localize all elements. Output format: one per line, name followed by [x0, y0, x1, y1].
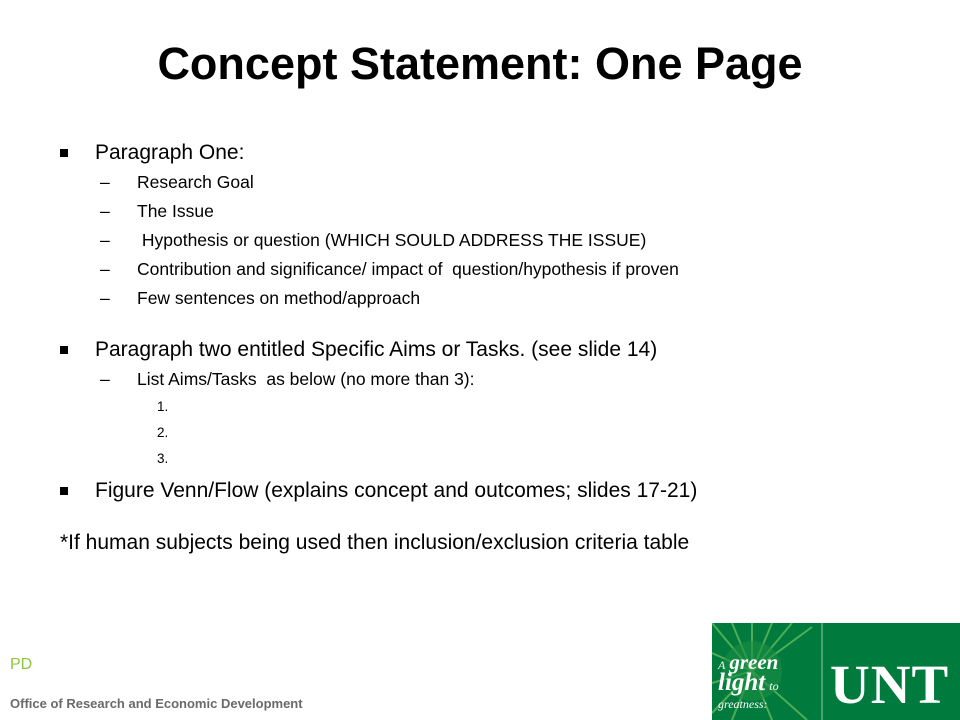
slide-body [60, 138, 940, 558]
dash-icon: – [100, 230, 110, 250]
sub-item [60, 255, 940, 284]
bullet-paragraph-two [60, 335, 940, 365]
sub-item-text: The Issue [137, 201, 214, 221]
dash-icon: – [100, 201, 110, 221]
sub-item-text: Hypothesis or question (WHICH SOULD ADDRESS THE ISSUE) [137, 230, 647, 250]
bullet-text: Figure Venn/Flow (explains concept and outcomes; slides 17-21) [95, 479, 698, 502]
square-bullet-icon [60, 346, 68, 354]
dash-icon: – [100, 259, 110, 279]
sub-item-text: List Aims/Tasks as below (no more than 3): [137, 369, 475, 389]
slide-title: Concept Statement: One Page [157, 38, 803, 89]
sub-item [60, 168, 940, 197]
sub-item [60, 284, 940, 313]
dash-icon: – [100, 369, 110, 389]
sub-item [60, 365, 940, 394]
sub-item-text: Research Goal [137, 172, 254, 192]
sub-item-text: Contribution and significance/ impact of question/hypothesis if proven [137, 259, 679, 279]
bullet-figure [60, 476, 940, 506]
human-subjects-note: *If human subjects being used then inclusion/exclusion criteria table [60, 531, 690, 554]
office-name: Office of Research and Economic Development [10, 696, 303, 711]
tagline-greatness: greatness: [718, 697, 768, 711]
numbered-item: 3. [157, 451, 169, 466]
sub-item-text: Few sentences on method/approach [137, 288, 421, 308]
dash-icon: – [100, 288, 110, 308]
unt-logo [712, 623, 960, 720]
numbered-item: 2. [157, 425, 169, 440]
square-bullet-icon [60, 487, 68, 495]
unt-wordmark: UNT [830, 654, 950, 715]
sub-item [60, 197, 940, 226]
tagline-to: to [769, 679, 779, 693]
bullet-text: Paragraph One: [95, 141, 245, 164]
logo-tagline [718, 650, 779, 713]
bullet-paragraph-one [60, 138, 940, 168]
tagline-green: green [729, 650, 779, 674]
numbered-item: 1. [157, 399, 169, 414]
square-bullet-icon [60, 149, 68, 157]
tagline-a: A [718, 658, 726, 672]
bullet-text: Paragraph two entitled Specific Aims or Tasks. (see slide 14) [95, 338, 658, 361]
tagline-light: light [718, 669, 766, 696]
sub-item [60, 226, 940, 255]
presenter-initials: PD [10, 656, 33, 673]
dash-icon: – [100, 172, 110, 192]
